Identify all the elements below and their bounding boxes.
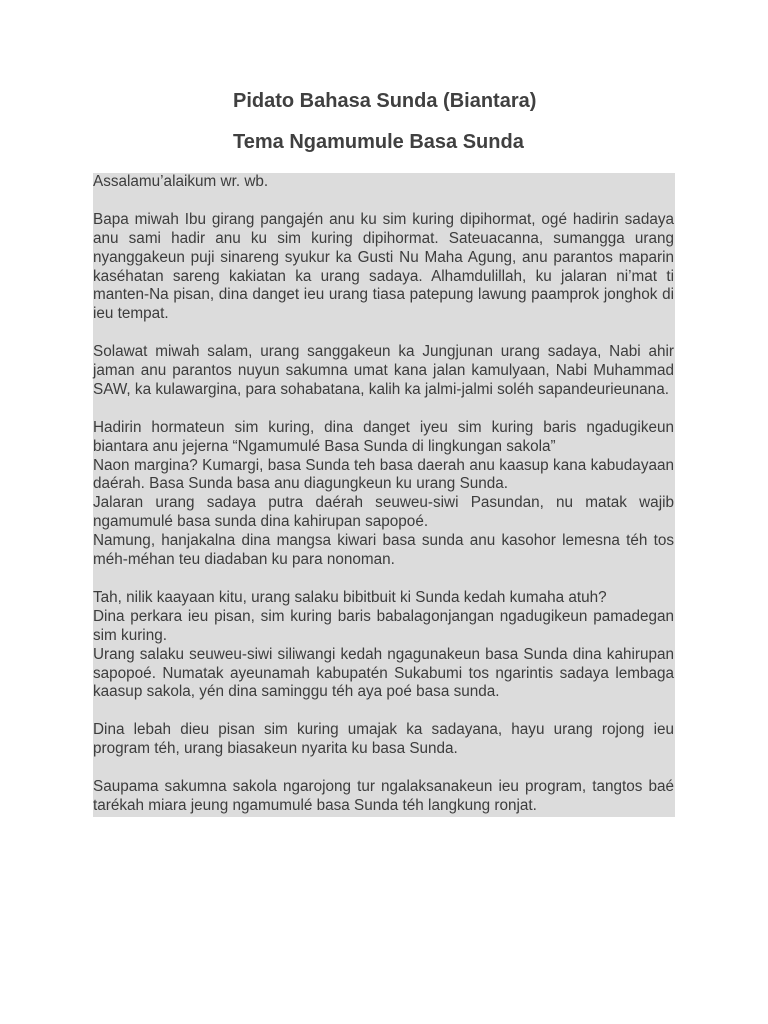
paragraph-line: Dina perkara ieu pisan, sim kuring baris babalagonjangan ngadugikeun pamadegan sim kuring. [93,607,674,644]
document-title: Pidato Bahasa Sunda (Biantara) [233,90,537,112]
paragraph-closing [93,778,674,816]
document-subtitle: Tema Ngamumule Basa Sunda [233,131,524,153]
paragraph-line: Saupama sakumna sakola ngarojong tur ngalaksanakeun ieu program, tangtos baé tarékah miara jeung ngamumulé basa Sunda téh langkung ronjat. [93,777,674,814]
paragraph-line: Jalaran urang sadaya putra daérah seuweu-siwi Pasundan, nu matak wajib ngamumulé basa sunda dina kahirupan sapopoé. [93,494,674,531]
greeting-line: Assalamu’alaikum wr. wb. [93,173,269,190]
paragraph-line: Urang salaku seuweu-siwi siliwangi kedah ngagunakeun basa Sunda dina kahirupan sapopoé. Numatak ayeunamah kabupatén Sukabumi tos ngarintis sadaya lembaga kaasup sakola, yén dina saminggu téh aya poé basa sunda. [93,645,674,701]
paragraph-line: Hadirin hormateun sim kuring, dina danget iyeu sim kuring baris ngadugikeun biantara anu jejerna “Ngamumulé Basa Sunda di lingkungan sakola” [93,418,674,455]
paragraph-line: Naon margina? Kumargi, basa Sunda teh basa daerah anu kaasup kana kabudayaan daérah. Basa Sunda basa anu diagungkeun ku urang Sunda. [93,456,674,493]
paragraph-invitation [93,721,674,759]
paragraph-line: Dina lebah dieu pisan sim kuring umajak ka sadayana, hayu urang rojong ieu program téh, urang biasakeun nyarita ku basa Sunda. [93,721,674,758]
paragraph-solawat [93,343,674,400]
paragraph-line: Solawat miwah salam, urang sanggakeun ka Jungjunan urang sadaya, Nabi ahir jaman anu parantos nuyun sakumna umat kana jalan kamulyaan, Nabi Muhammad SAW, ka kulawargina, para sohabatana, kalih ka jalmi-jalmi soléh sapandeurieunana. [93,343,674,398]
paragraph-argument [93,589,674,702]
paragraph-line: Bapa miwah Ibu girang pangajén anu ku sim kuring dipihormat, ogé hadirin sadaya anu sami hadir anu ku sim kuring dipihormat. Sateuacanna, sumangga urang nyanggakeun puji sinareng syukur ka Gusti Nu Maha Agung, anu parantos maparin kaséhatan sareng kakiatan ka urang sadaya. Alhamdulillah, ku jalaran ni’mat ti manten-Na pisan, dina danget ieu urang tiasa patepung lawung paamprok jonghok di ieu tempat. [93,210,674,323]
speech-text-block [93,173,675,817]
paragraph-line: Tah, nilik kaayaan kitu, urang salaku bibitbuit ki Sunda kedah kumaha atuh? [93,588,607,606]
paragraph-topic [93,419,674,570]
paragraph-opening [93,211,674,324]
paragraph-line: Namung, hanjakalna dina mangsa kiwari basa sunda anu kasohor lemesna téh tos méh-méhan teu diadaban ku para nonoman. [93,532,674,569]
